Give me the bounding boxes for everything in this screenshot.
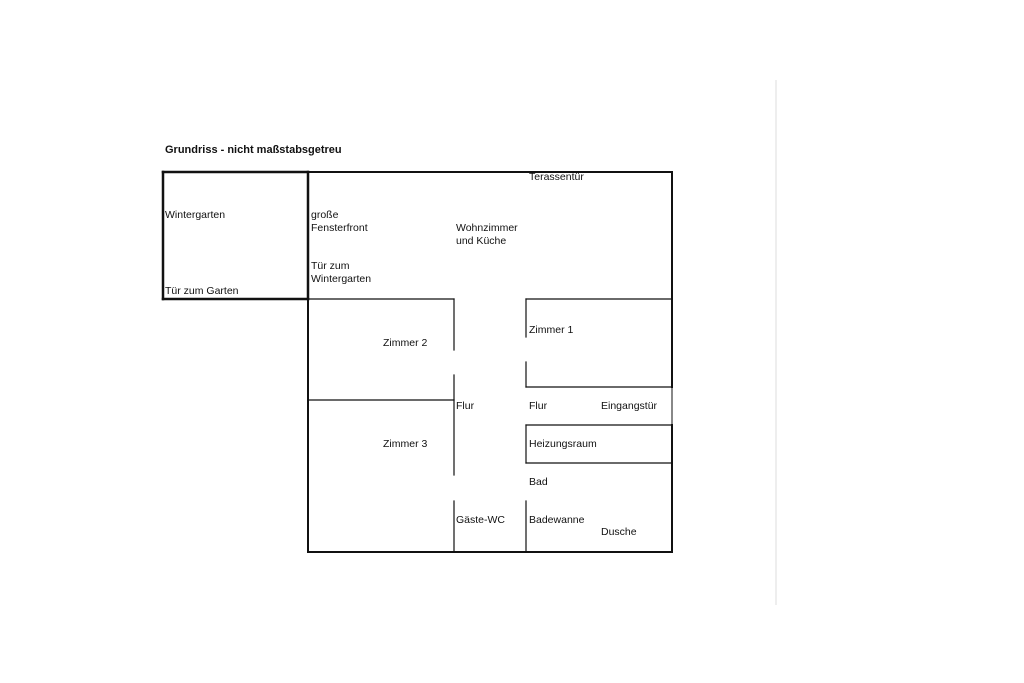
label-zimmer-3: Zimmer 3 <box>383 438 428 450</box>
label-heizungsraum: Heizungsraum <box>529 438 597 450</box>
label-tuer-zum-wintergarten-line2: Wintergarten <box>311 273 372 285</box>
label-gaeste-wc: Gäste-WC <box>456 514 506 526</box>
plan-title: Grundriss - nicht maßstabsgetreu <box>165 144 342 156</box>
label-eingangstuer: Eingangstür <box>601 400 658 412</box>
label-bad: Bad <box>529 476 548 488</box>
label-tuer-zum-garten: Tür zum Garten <box>165 285 239 297</box>
label-badewanne: Badewanne <box>529 514 585 526</box>
label-terassentuer: Terassentür <box>529 171 584 183</box>
label-tuer-zum-wintergarten-line1: Tür zum <box>311 260 350 272</box>
label-tuer-zum-wintergarten <box>311 260 371 286</box>
label-flur-left: Flur <box>456 400 475 412</box>
label-grosse-fensterfront-line2: Fensterfront <box>311 222 368 234</box>
label-dusche: Dusche <box>601 526 637 538</box>
label-flur-right: Flur <box>529 400 548 412</box>
label-wohnzimmer-kueche-line1: Wohnzimmer <box>456 222 518 234</box>
label-wintergarten: Wintergarten <box>165 209 226 221</box>
floor-plan-walls <box>163 172 672 552</box>
label-wohnzimmer-kueche-line2: und Küche <box>456 235 507 247</box>
label-grosse-fensterfront <box>311 209 368 235</box>
label-grosse-fensterfront-line1: große <box>311 209 339 221</box>
label-zimmer-1: Zimmer 1 <box>529 324 574 336</box>
label-wohnzimmer-kueche <box>456 222 518 248</box>
label-zimmer-2: Zimmer 2 <box>383 337 428 349</box>
